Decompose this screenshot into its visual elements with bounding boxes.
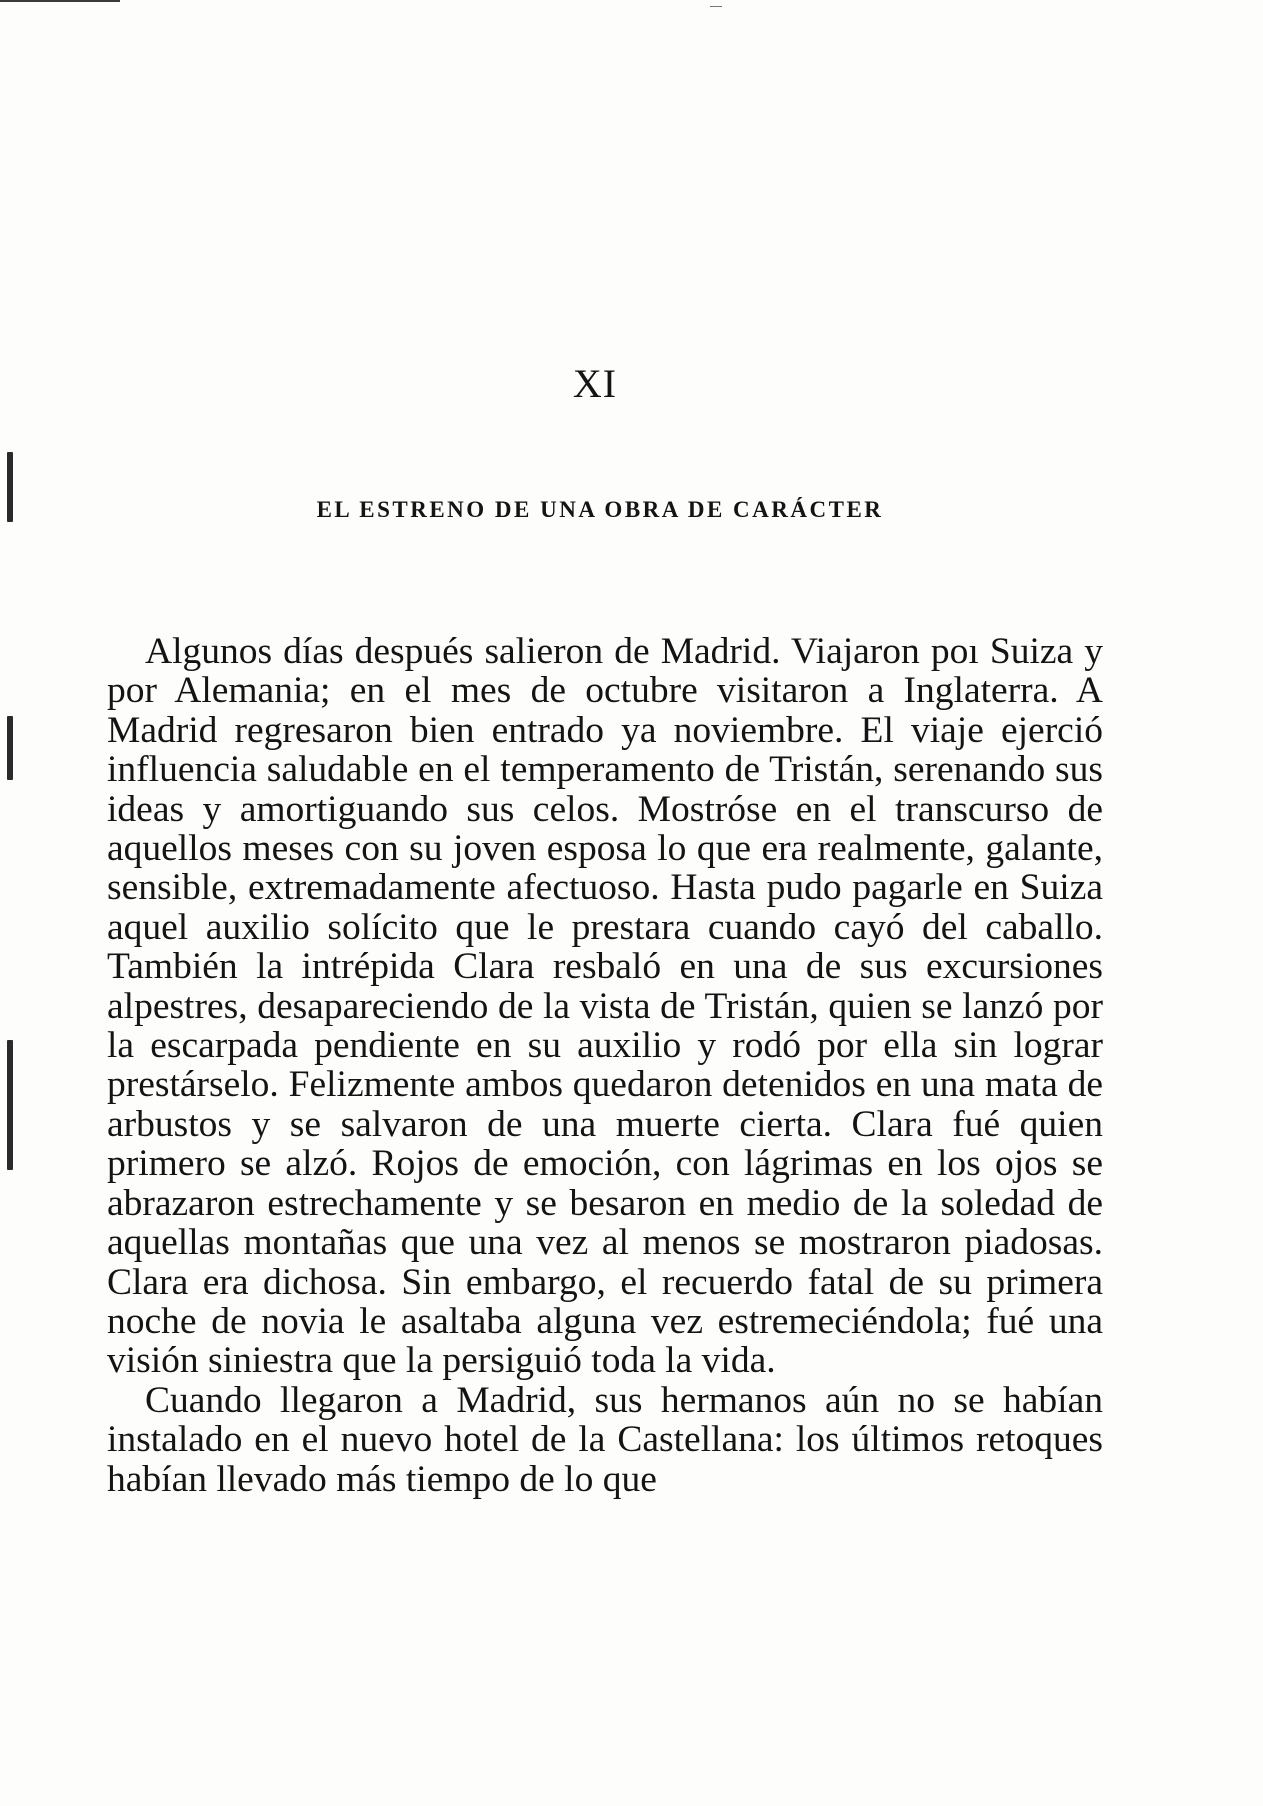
- binding-mark: [7, 1040, 13, 1170]
- paragraph: Cuando llegaron a Madrid, sus hermanos aún no se habían instalado en el nuevo hotel de la Castellana: los últimos retoques habían llevado más tiempo de lo que: [107, 1379, 1103, 1500]
- chapter-body: [107, 632, 1103, 1499]
- binding-mark: [7, 716, 13, 780]
- paragraph: Algunos días después salieron de Madrid. Viajaron poı Suiza y por Alemania; en el mes de octubre visitaron a Inglaterra. A Madrid regresaron bien entrado ya noviembre. El viaje ejerció influencia saludable en el temperamento de Tristán, serenando sus ideas y amortiguando sus celos. Mostróse en el transcurso de aquellos meses con su joven esposa lo que era realmente, galante, sensible, extremadamente afectuoso. Hasta pudo pagarle en Suiza aquel auxilio solícito que le prestara cuando cayó del caballo. También la intrépida Clara resbaló en una de sus excursiones alpestres, desapareciendo de la vista de Tristán, quien se lanzó por la escarpada pendiente en su auxilio y rodó por ella sin lograr prestárselo. Felizmente ambos quedaron detenidos en una mata de arbustos y se salvaron de una muerte cierta. Clara fué quien primero se alzó. Rojos de emoción, con lágrimas en los ojos se abrazaron estrechamente y se besaron en medio de la soledad de aquellas montañas que una vez al menos se mostraron piadosas. Clara era dichosa. Sin embargo, el recuerdo fatal de su primera noche de novia le asaltaba alguna vez estremeciéndola; fué una visión siniestra que la persiguió toda la vida.: [107, 631, 1103, 1382]
- scan-edge-rule: [0, 0, 120, 2]
- chapter-title: EL ESTRENO DE UNA OBRA DE CARÁCTER: [316, 497, 884, 522]
- chapter-number: XI: [572, 361, 618, 406]
- scan-edge-tick: [710, 6, 722, 7]
- binding-mark: [7, 452, 13, 522]
